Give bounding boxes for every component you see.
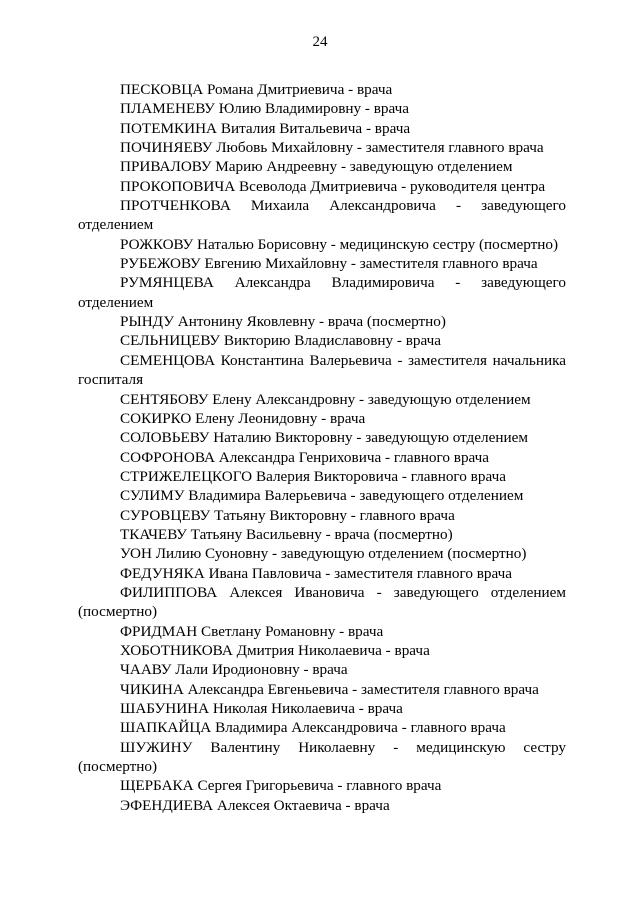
entry-details: Елену Леонидовну - врача: [195, 409, 366, 427]
list-entry: [78, 409, 566, 428]
list-entry: [78, 273, 566, 312]
entry-surname: ПРОКОПОВИЧА: [120, 177, 236, 195]
entry-surname: ЩЕРБАКА: [120, 777, 194, 795]
entry-details: Всеволода Дмитриевича - руководителя центра: [238, 177, 546, 195]
entry-details: Виталия Витальевича - врача: [220, 119, 411, 137]
entry-details: Марию Андреевну - заведующую отделением: [215, 158, 513, 176]
list-entry: [78, 796, 566, 815]
entry-details: Сергея Григорьевича - главного врача: [197, 777, 442, 795]
list-entry: [78, 699, 566, 718]
entry-details: Евгению Михайловну - заместителя главного врача: [204, 255, 538, 273]
entry-surname: СЕНТЯБОВУ: [120, 390, 209, 408]
list-entry: [78, 80, 566, 99]
entry-details: Любовь Михайловну - заместителя главного врача: [216, 139, 544, 157]
list-entry: [78, 506, 566, 525]
entry-surname: ПЛАМЕНЕВУ: [120, 100, 215, 118]
entry-details: Дмитрия Николаевича - врача: [236, 641, 430, 659]
entry-details: Елену Александровну - заведующую отделением: [212, 390, 531, 408]
entry-surname: РУМЯНЦЕВА: [120, 274, 214, 292]
list-entry: [78, 525, 566, 544]
entry-surname: СТРИЖЕЛЕЦКОГО: [120, 467, 253, 485]
list-entry: [78, 680, 566, 699]
entry-details: Валерия Викторовича - главного врача: [255, 467, 506, 485]
entry-surname: СУЛИМУ: [120, 487, 185, 505]
entry-surname: РУБЕЖОВУ: [120, 255, 201, 273]
list-entry: [78, 331, 566, 350]
page-number: 24: [312, 34, 328, 50]
list-entry: [78, 99, 566, 118]
entry-details: Александра Владимировича - заведующего отделением: [78, 274, 566, 311]
entry-surname: СЕЛЬНИЦЕВУ: [120, 332, 221, 350]
entry-surname: ШАПКАЙЦА: [120, 719, 212, 737]
list-entry: [78, 448, 566, 467]
award-list: [78, 80, 566, 815]
entry-details: Алексея Ивановича - заведующего отделением (посмертно): [78, 583, 567, 621]
list-entry: [78, 351, 566, 390]
list-entry: [78, 119, 566, 138]
entry-surname: ФИЛИППОВА: [120, 583, 218, 601]
entry-surname: ШУЖИНУ: [120, 738, 193, 756]
entry-details: Александра Генриховича - главного врача: [218, 448, 490, 466]
list-entry: [78, 177, 566, 196]
list-entry: [78, 428, 566, 447]
list-entry: [78, 467, 566, 486]
entry-surname: ПРОТЧЕНКОВА: [120, 197, 231, 215]
list-entry: [78, 486, 566, 505]
list-entry: [78, 718, 566, 737]
entry-details: Константина Валерьевича - заместителя начальника госпиталя: [78, 351, 566, 389]
list-entry: [78, 157, 566, 176]
entry-surname: ПЕСКОВЦА: [120, 81, 204, 98]
entry-details: Лилию Суоновну - заведующую отделением (посмертно): [155, 545, 527, 563]
list-entry: [78, 738, 566, 777]
entry-surname: ПРИВАЛОВУ: [120, 158, 212, 176]
list-entry: [78, 254, 566, 273]
entry-details: Николая Николаевича - врача: [212, 700, 403, 717]
entry-details: Татьяну Васильевну - врача (посмертно): [190, 525, 453, 543]
entry-surname: ФЕДУНЯКА: [120, 564, 205, 582]
entry-details: Наталью Борисовну - медицинскую сестру (посмертно): [197, 235, 559, 253]
entry-surname: ФРИДМАН: [120, 622, 198, 640]
entry-surname: СОФРОНОВА: [120, 448, 215, 466]
entry-surname: ТКАЧЕВУ: [120, 525, 187, 543]
entry-surname: СУРОВЦЕВУ: [120, 506, 211, 524]
entry-details: Татьяну Викторовну - главного врача: [214, 506, 455, 524]
entry-surname: РЫНДУ: [120, 313, 174, 331]
entry-details: Светлану Романовну - врача: [201, 622, 384, 640]
entry-details: Лали Иродионовну - врача: [175, 661, 348, 679]
entry-surname: ХОБОТНИКОВА: [120, 641, 233, 659]
entry-surname: ПОТЕМКИНА: [120, 119, 218, 137]
list-entry: [78, 312, 566, 331]
entry-surname: РОЖКОВУ: [120, 235, 194, 253]
list-entry: [78, 583, 566, 622]
list-entry: [78, 138, 566, 157]
list-entry: [78, 544, 566, 563]
entry-details: Ивана Павловича - заместителя главного врача: [208, 564, 513, 582]
list-entry: [78, 622, 566, 641]
entry-surname: ЭФЕНДИЕВА: [120, 796, 214, 814]
list-entry: [78, 776, 566, 795]
entry-surname: ЧААВУ: [120, 661, 172, 679]
list-entry: [78, 235, 566, 254]
entry-surname: СОЛОВЬЕВУ: [120, 429, 210, 447]
entry-details: Юлию Владимировну - врача: [218, 100, 410, 118]
entry-surname: ШАБУНИНА: [120, 700, 210, 717]
entry-details: Наталию Викторовну - заведующую отделением: [213, 429, 528, 447]
list-entry: [78, 660, 566, 679]
entry-details: Алексея Октаевича - врача: [216, 796, 390, 814]
entry-details: Владимира Александровича - главного врача: [215, 719, 506, 737]
entry-details: Антонину Яковлевну - врача (посмертно): [177, 313, 446, 331]
entry-surname: СЕМЕНЦОВА: [120, 351, 216, 369]
list-entry: [78, 196, 566, 235]
list-entry: [78, 641, 566, 660]
entry-details: Михаила Александровича - заведующего отделением: [78, 197, 566, 234]
entry-details: Владимира Валерьевича - заведующего отделением: [188, 487, 524, 505]
entry-surname: ПОЧИНЯЕВУ: [120, 139, 213, 157]
list-entry: [78, 564, 566, 583]
list-entry: [78, 390, 566, 409]
entry-details: Романа Дмитриевича - врача: [206, 81, 393, 98]
entry-surname: ЧИКИНА: [120, 680, 184, 698]
entry-details: Викторию Владиславовну - врача: [223, 332, 442, 350]
entry-details: Александра Евгеньевича - заместителя главного врача: [187, 680, 539, 698]
entry-surname: СОКИРКО: [120, 409, 192, 427]
entry-surname: УОН: [120, 545, 152, 563]
entry-details: Валентину Николаевну - медицинскую сестру (посмертно): [78, 738, 566, 776]
